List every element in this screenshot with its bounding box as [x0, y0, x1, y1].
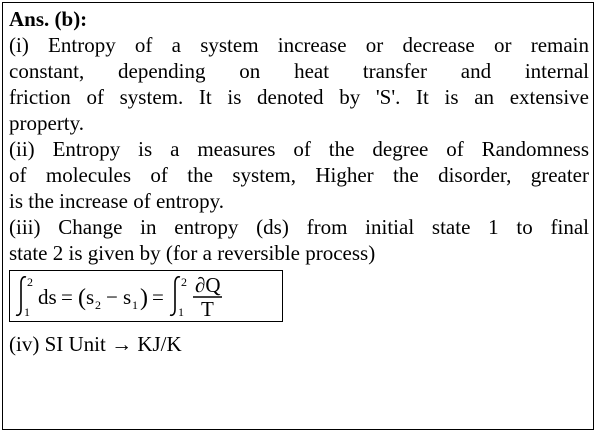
paragraph-line: of molecules of the system, Higher the disorder, greater — [9, 163, 589, 187]
paragraph-line: (ii) Entropy is a measures of the degree of Randomness — [9, 137, 589, 161]
paragraph-line: friction of system. It is denoted by 'S'. It is an extensive — [9, 85, 589, 109]
open-paren: ( — [78, 285, 86, 311]
equals-sign: = — [61, 285, 73, 309]
minus-sign: − — [106, 285, 118, 309]
variable-s1: s — [123, 285, 132, 309]
paragraph-line: (i) Entropy of a system increase or decrease or remain — [9, 33, 589, 57]
fraction-numerator: ∂Q — [195, 273, 221, 297]
close-paren: ) — [140, 285, 148, 311]
entropy-formula — [9, 270, 283, 322]
integral-lower-limit: 1 — [24, 305, 30, 319]
paragraph-line: state 2 is given by (for a reversible process) — [9, 241, 376, 265]
subscript-2: 2 — [95, 298, 101, 312]
integral-lower-limit: 1 — [178, 305, 184, 319]
paragraph-randomness — [9, 136, 589, 214]
equals-sign: = — [152, 285, 164, 309]
paragraph-line: (iii) Change in entropy (ds) from initial state 1 to final — [9, 215, 589, 239]
answer-heading: Ans. (b): — [9, 7, 88, 31]
integral-upper-limit: 2 — [181, 275, 187, 289]
subscript-1: 1 — [132, 298, 138, 312]
differential-ds: ds — [38, 285, 57, 309]
paragraph-entropy-change — [9, 214, 589, 266]
variable-s2: s — [86, 285, 95, 309]
fraction-denominator: T — [201, 297, 214, 319]
answer-box — [2, 2, 594, 430]
paragraph-line: constant, depending on heat transfer and internal — [9, 59, 589, 83]
si-unit-line: (iv) SI Unit → KJ/K — [9, 332, 182, 356]
paragraph-definition — [9, 32, 589, 136]
formula-graphic — [14, 273, 276, 319]
paragraph-line: property. — [9, 111, 85, 135]
paragraph-line: is the increase of entropy. — [9, 189, 224, 213]
integral-upper-limit: 2 — [27, 275, 33, 289]
